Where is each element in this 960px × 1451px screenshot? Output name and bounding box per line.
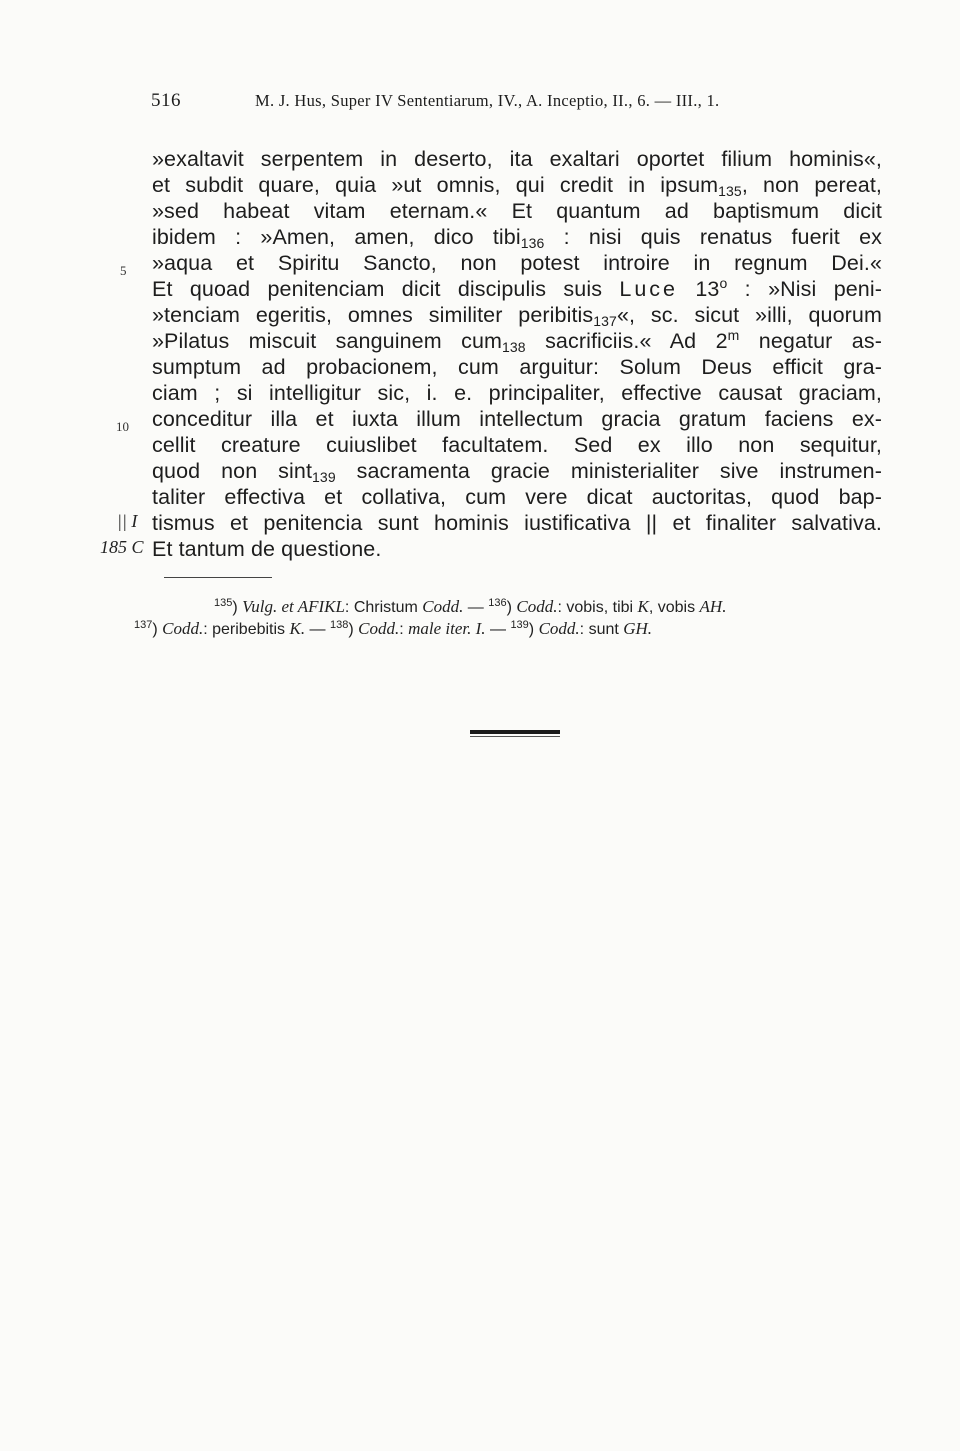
text-line: ciam ; si intelligitur sic, i. e. principaliter, effective causat graciam, (152, 381, 882, 405)
text-line: conceditur illa et iuxta illum intellectum gracia gratum faciens ex- (152, 407, 882, 431)
margin-note: || I (117, 511, 138, 531)
footnote-line: $^{135}$) Vulg. et AFIKL: Christum Codd. — $^{136}$) Codd.: vobis, tibi K, vobis AH. (214, 597, 727, 616)
text-line: cellit creature cuiuslibet facultatem. Sed ex illo non sequitur, (152, 433, 882, 457)
footnote-ref: 139 (312, 469, 336, 485)
text-line: Et quoad penitenciam dicit discipulis suis Luce 13$^o$ : »Nisi peni- (152, 275, 883, 301)
footnote-ref: 138 (502, 339, 526, 355)
footnote-line: $^{137}$) Codd.: peribebitis K. — $^{138}$) Codd.: male iter. I. — $^{139}$) Codd.: sunt GH. (134, 619, 653, 638)
text-line: Et tantum de questione. (152, 537, 382, 561)
footnote-divider (164, 577, 272, 578)
text-line: et subdit quare, quia »ut omnis, qui credit in ipsum$_{135}$, non pereat, (152, 173, 882, 199)
running-head: M. J. Hus, Super IV Sententiarum, IV., A. Inceptio, II., 6. — III., 1. (255, 91, 720, 110)
footnote-ref: 136 (520, 235, 545, 251)
text-line: quod non sint$_{139}$ sacramenta gracie ministerialiter sive instrumen- (152, 459, 882, 485)
section-end-rule (470, 730, 560, 734)
text-line: »exaltavit serpentem in deserto, ita exaltari oportet filium hominis«, (152, 147, 882, 171)
section-end-rule-thin (470, 736, 560, 737)
line-number: 10 (116, 419, 129, 434)
text-line: tismus et penitencia sunt hominis iustificativa || et finaliter salvativa. (152, 511, 882, 535)
text-line: ibidem : »Amen, amen, dico tibi$_{136}$ : nisi quis renatus fuerit ex (152, 225, 882, 251)
text-line: »aqua et Spiritu Sancto, non potest introire in regnum Dei.« (152, 251, 882, 275)
line-number: 5 (120, 263, 127, 278)
page-header (151, 88, 801, 114)
footnote-ref: 135 (718, 183, 742, 199)
footnote-ref: 137 (593, 313, 617, 329)
text-line: sumptum ad probacionem, cum arguitur: Solum Deus efficit gra- (152, 355, 882, 379)
text-line: taliter effectiva et collativa, cum vere dicat auctoritas, quod bap- (152, 485, 882, 509)
page-number: 516 (151, 90, 181, 111)
text-line: »sed habeat vitam eternam.« Et quantum ad baptismum dicit (152, 199, 882, 223)
text-line: »tenciam egeritis, omnes similiter peribitis$_{137}$«, sc. sicut »illi, quorum (152, 303, 882, 329)
margin-note: 185 C (100, 537, 144, 557)
text-line: »Pilatus miscuit sanguinem cum$_{138}$ sacrificiis.« Ad 2$^m$ negatur as- (152, 327, 882, 355)
